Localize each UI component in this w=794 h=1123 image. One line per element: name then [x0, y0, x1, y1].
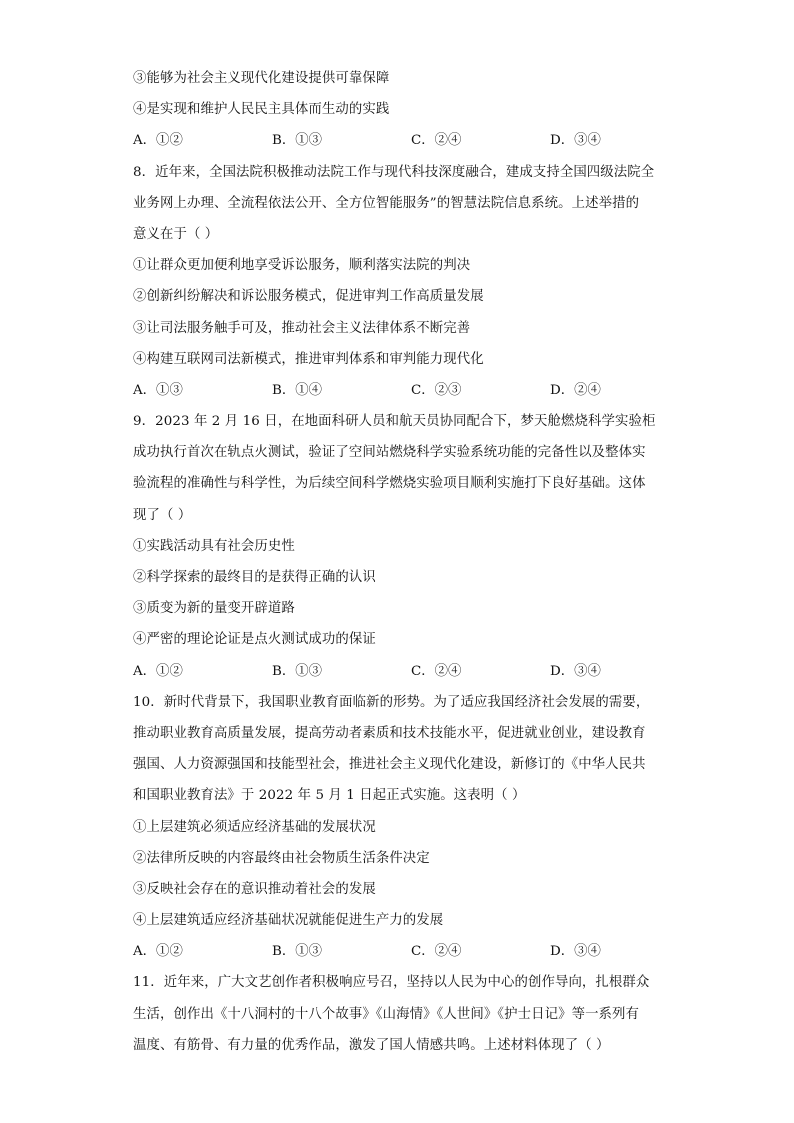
text-line: ③能够为社会主义现代化建设提供可靠保障	[133, 71, 390, 86]
text-line: 生活，创作出《十八洞村的十八个故事》《山海情》《人世间》《护士日记》等一系列有	[133, 1006, 640, 1022]
option-b: B．①③	[272, 944, 323, 960]
text-line: 10．新时代背景下，我国职业教育面临新的形势。为了适应我国经济社会发展的需要，	[133, 694, 650, 710]
option-c: C．②④	[411, 663, 462, 679]
answer-options	[133, 936, 661, 967]
text-line: ①实践活动具有社会历史性	[133, 538, 295, 554]
text-line: 温度、有筋骨、有力量的优秀作品，激发了国人情感共鸣。上述材料体现了（ ）	[133, 1037, 610, 1053]
answer-options	[133, 375, 661, 406]
answer-options	[133, 656, 661, 687]
text-line: 业务网上办理、全流程依法公开、全方位智能服务”的智慧法院信息系统。上述举措的	[133, 195, 640, 211]
text-line: 意义在于（ ）	[133, 226, 219, 242]
option-d: D．③④	[550, 133, 601, 149]
text-line: ④严密的理论论证是点火测试成功的保证	[133, 632, 376, 648]
text-line: ②创新纠纷解决和诉讼服务模式，促进审判工作高质量发展	[133, 289, 484, 305]
option-a: A．①②	[133, 133, 183, 149]
option-c: C．②④	[411, 133, 462, 149]
text-line: ④构建互联网司法新模式，推进审判体系和审判能力现代化	[133, 351, 484, 367]
option-a: A．①③	[133, 382, 183, 398]
text-line: ①上层建筑必须适应经济基础的发展状况	[133, 819, 376, 835]
text-line: ④上层建筑适应经济基础状况就能促进生产力的发展	[133, 913, 444, 929]
text-line: ③质变为新的量变开辟道路	[133, 601, 295, 617]
text-line: 9．2023 年 2 月 16 日，在地面科研人员和航天员协同配合下，梦天舱燃烧科学实验柜	[133, 414, 656, 430]
text-line: ①让群众更加便利地享受诉讼服务，顺利落实法院的判决	[133, 258, 471, 274]
option-d: D．③④	[550, 663, 601, 679]
text-line: 强国、人力资源强国和技能型社会，推进社会主义现代化建设，新修订的《中华人民共	[133, 757, 646, 773]
text-line: 成功执行首次在轨点火测试，验证了空间站燃烧科学实验系统功能的完备性以及整体实	[133, 445, 646, 461]
option-c: C．②③	[411, 382, 462, 398]
option-c: C．②④	[411, 944, 462, 960]
text-line: ②法律所反映的内容最终由社会物质生活条件决定	[133, 850, 430, 866]
text-line: 推动职业教育高质量发展，提高劳动者素质和技术技能水平，促进就业创业，建设教育	[133, 725, 646, 741]
text-line: ③反映社会存在的意识推动着社会的发展	[133, 881, 376, 897]
option-b: B．①③	[272, 133, 323, 149]
answer-options	[133, 125, 661, 156]
text-line: ④是实现和维护人民民主具体而生动的实践	[133, 102, 390, 118]
option-a: A．①②	[133, 663, 183, 679]
text-line: 11．近年来，广大文艺创作者积极响应号召，坚持以人民为中心的创作导向，扎根群众	[133, 975, 650, 991]
option-b: B．①③	[272, 663, 323, 679]
text-line: ②科学探索的最终目的是获得正确的认识	[133, 570, 376, 585]
option-b: B．①④	[272, 382, 323, 398]
option-d: D．②④	[550, 382, 601, 398]
option-d: D．③④	[550, 944, 601, 960]
text-line: 现了（ ）	[133, 507, 192, 523]
option-a: A．①②	[133, 944, 183, 960]
text-line: 8．近年来，全国法院积极推动法院工作与现代科技深度融合，建成支持全国四级法院全	[133, 164, 655, 180]
text-line: 验流程的准确性与科学性，为后续空间科学燃烧实验项目顺利实施打下良好基础。这体	[133, 476, 646, 492]
text-line: ③让司法服务触手可及，推动社会主义法律体系不断完善	[133, 320, 471, 336]
text-line: 和国职业教育法》于 2022 年 5 月 1 日起正式实施。这表明（ ）	[133, 788, 526, 804]
question-content	[133, 63, 661, 1061]
